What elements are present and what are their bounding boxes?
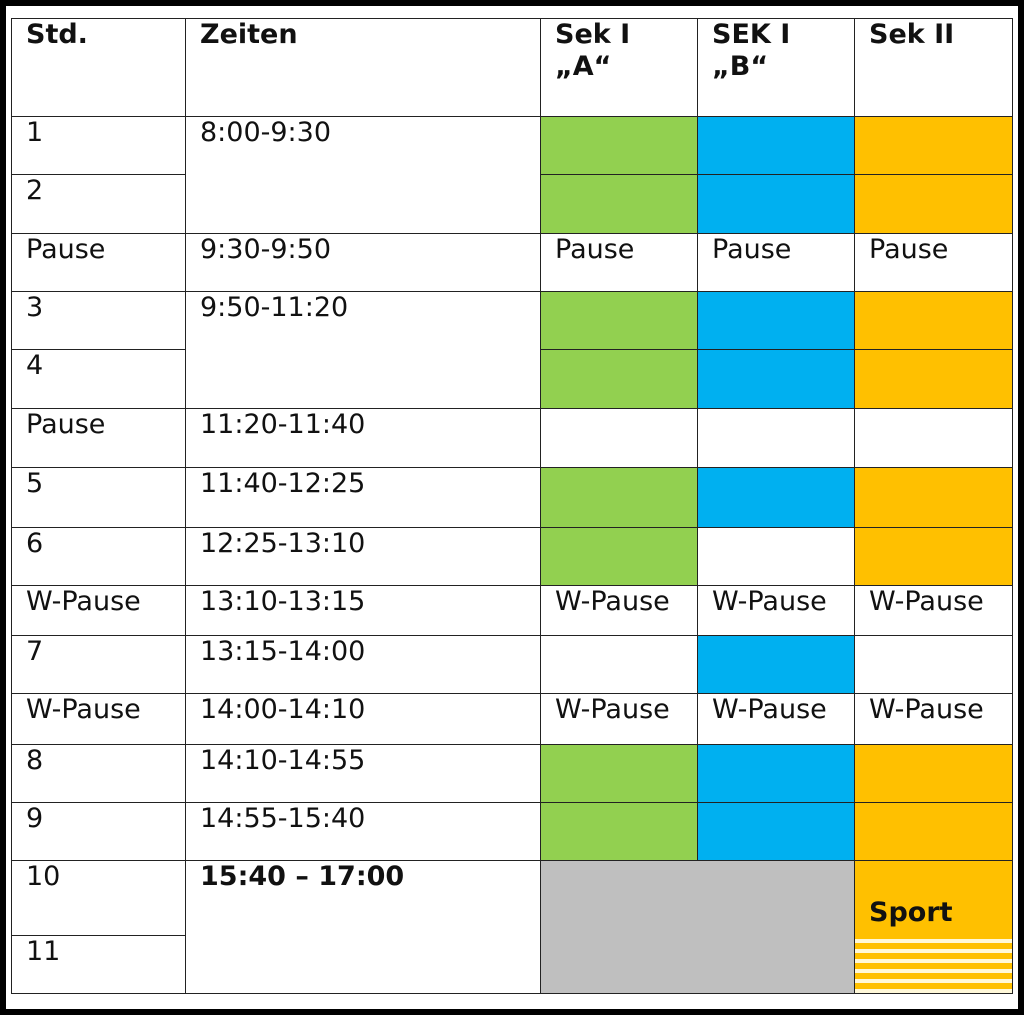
header-sek1a-line2: „A“: [555, 51, 612, 83]
wpause-label: W-Pause: [12, 694, 186, 745]
pause-time: 9:30-9:50: [186, 234, 541, 292]
period-8: 8: [12, 745, 186, 803]
cell-evening-sek1: [541, 861, 855, 994]
header-zeiten: Zeiten: [186, 19, 541, 117]
period-11: 11: [12, 936, 186, 994]
cell-sek1b: [698, 468, 855, 528]
cell-empty: [541, 636, 698, 694]
header-std: Std.: [12, 19, 186, 117]
cell-sek1a: [541, 745, 698, 803]
cell-sek1b: [698, 350, 855, 409]
cell-sek1a: [541, 803, 698, 861]
header-sek1b-line1: SEK I: [712, 19, 791, 50]
table-row: [12, 861, 1013, 936]
time-7: 13:15-14:00: [186, 636, 541, 694]
wpause-sek1b: W-Pause: [698, 694, 855, 745]
cell-sek1b: [698, 636, 855, 694]
sport-label: Sport: [869, 897, 953, 928]
wpause-label: W-Pause: [12, 586, 186, 636]
sport-stripes: [855, 933, 1012, 993]
header-sek1a: [541, 19, 698, 117]
period-9: 9: [12, 803, 186, 861]
table-row: [12, 636, 1013, 694]
cell-sek1a: [541, 117, 698, 175]
pause-sek2: Pause: [855, 234, 1013, 292]
pause-sek1a: Pause: [541, 234, 698, 292]
cell-sport: [855, 861, 1013, 994]
period-7: 7: [12, 636, 186, 694]
time-3-4: 9:50-11:20: [186, 292, 541, 409]
time-10-11: 15:40 – 17:00: [186, 861, 541, 994]
table-row: [12, 117, 1013, 175]
cell-sek2: [855, 745, 1013, 803]
pause-sek1b: Pause: [698, 234, 855, 292]
period-6: 6: [12, 528, 186, 586]
cell-empty: [698, 409, 855, 468]
table-row: [12, 409, 1013, 468]
table-row: [12, 586, 1013, 636]
time-8: 14:10-14:55: [186, 745, 541, 803]
cell-sek1a: [541, 292, 698, 350]
table-row: [12, 292, 1013, 350]
wpause-sek2: W-Pause: [855, 694, 1013, 745]
cell-sek2: [855, 528, 1013, 586]
table-row: [12, 234, 1013, 292]
wpause-time: 14:00-14:10: [186, 694, 541, 745]
cell-sek2: [855, 350, 1013, 409]
header-row: [12, 19, 1013, 117]
period-10: 10: [12, 861, 186, 936]
wpause-sek2: W-Pause: [855, 586, 1013, 636]
cell-sek2: [855, 175, 1013, 234]
header-sek2: Sek II: [855, 19, 1013, 117]
cell-sek2: [855, 803, 1013, 861]
cell-empty: [855, 409, 1013, 468]
cell-sek1b: [698, 803, 855, 861]
cell-empty: [855, 636, 1013, 694]
cell-sek2: [855, 468, 1013, 528]
wpause-sek1a: W-Pause: [541, 586, 698, 636]
time-6: 12:25-13:10: [186, 528, 541, 586]
wpause-time: 13:10-13:15: [186, 586, 541, 636]
cell-sek1a: [541, 175, 698, 234]
cell-sek1b: [698, 117, 855, 175]
cell-sek2: [855, 292, 1013, 350]
cell-empty: [541, 409, 698, 468]
period-3: 3: [12, 292, 186, 350]
table-row: [12, 803, 1013, 861]
period-4: 4: [12, 350, 186, 409]
pause-time: 11:20-11:40: [186, 409, 541, 468]
header-sek1a-line1: Sek I: [555, 19, 631, 50]
table-row: [12, 694, 1013, 745]
header-sek1b: [698, 19, 855, 117]
time-1-2: 8:00-9:30: [186, 117, 541, 234]
timetable: [11, 18, 1013, 994]
pause-label: Pause: [12, 234, 186, 292]
wpause-sek1a: W-Pause: [541, 694, 698, 745]
period-2: 2: [12, 175, 186, 234]
time-5: 11:40-12:25: [186, 468, 541, 528]
wpause-sek1b: W-Pause: [698, 586, 855, 636]
timetable-frame: [6, 6, 1018, 1009]
cell-sek1a: [541, 468, 698, 528]
period-1: 1: [12, 117, 186, 175]
table-row: [12, 468, 1013, 528]
cell-sek1b: [698, 175, 855, 234]
period-5: 5: [12, 468, 186, 528]
pause-label: Pause: [12, 409, 186, 468]
cell-sek2: [855, 117, 1013, 175]
cell-sek1b: [698, 745, 855, 803]
cell-empty: [698, 528, 855, 586]
cell-sek1b: [698, 292, 855, 350]
table-row: [12, 528, 1013, 586]
cell-sek1a: [541, 528, 698, 586]
header-sek1b-line2: „B“: [712, 51, 769, 83]
time-9: 14:55-15:40: [186, 803, 541, 861]
table-row: [12, 745, 1013, 803]
cell-sek1a: [541, 350, 698, 409]
